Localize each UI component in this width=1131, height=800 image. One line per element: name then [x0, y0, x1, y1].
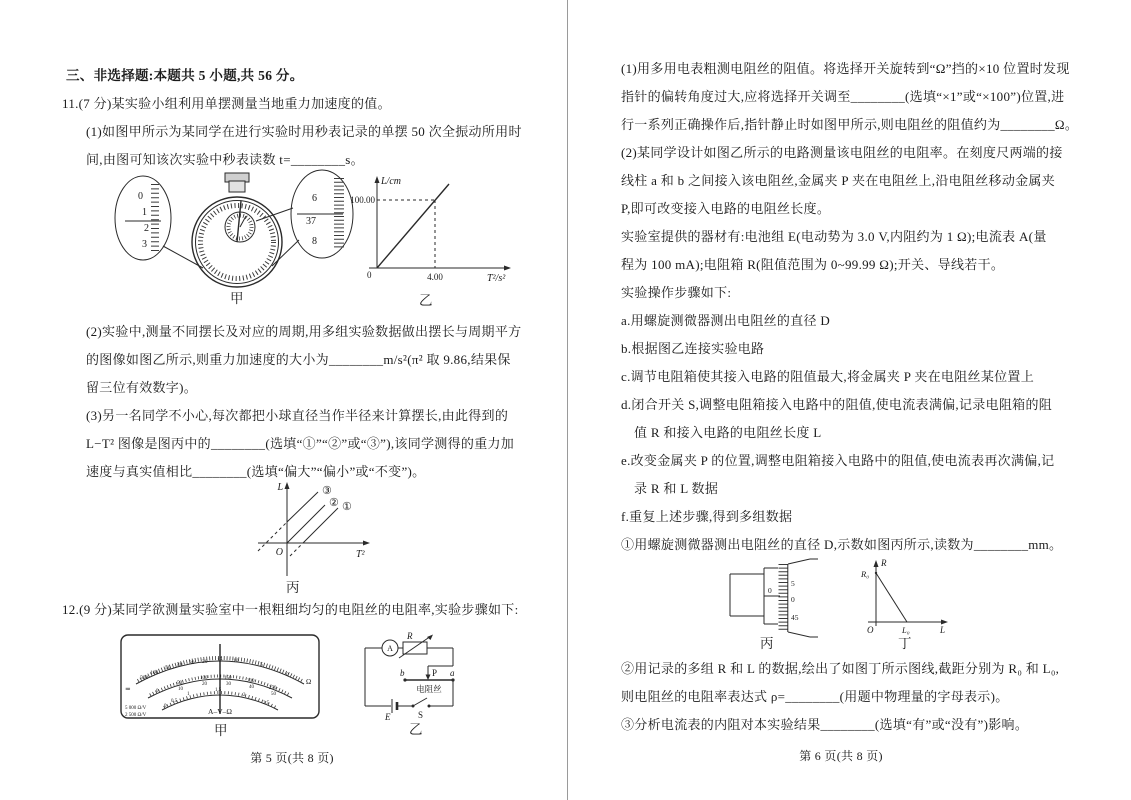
- circuit-figure: [345, 630, 480, 730]
- micrometer-thimble: [783, 559, 818, 637]
- graph-ding: [858, 556, 953, 638]
- terminal-a-label: a: [450, 668, 455, 678]
- circuit-caption: 乙: [409, 722, 423, 737]
- question-2-line1: ②用记录的多组 R 和 L 的数据,绘出了如图丁所示图线,截距分别为 R₀ 和 L₀,: [621, 661, 1060, 676]
- minute-2: 2: [144, 223, 149, 234]
- clip-p-symbol: [426, 675, 431, 681]
- graph-bing-caption: 丙: [286, 580, 300, 595]
- line-2-label: ②: [329, 497, 339, 509]
- minute-3: 3: [142, 239, 147, 250]
- svg-text:100: 100: [150, 670, 159, 676]
- question-2-line2: 则电阻丝的电阻率表达式 ρ=________(用题中物理量的字母表示)。: [621, 689, 1009, 704]
- thimble-45: 45: [791, 613, 799, 622]
- resistance-box-label: R: [407, 631, 413, 641]
- graph-yi-axes: [369, 176, 511, 271]
- page-edge-divider: [567, 0, 568, 800]
- thimble-5: 5: [791, 579, 795, 588]
- step-e-line2: 录 R 和 L 数据: [634, 481, 719, 496]
- minute-0: 0: [138, 191, 143, 202]
- svg-text:150: 150: [224, 676, 232, 681]
- q12-part2-line1: (2)某同学设计如图乙所示的电路测量该电阻丝的电阻率。在刻度尺两端的接: [621, 145, 1063, 160]
- switch-label: S: [418, 710, 424, 720]
- meter-sensitivity-2: 2 500 Ω/V: [125, 713, 147, 718]
- svg-text:30: 30: [189, 660, 195, 666]
- svg-text:250: 250: [269, 686, 277, 691]
- graph-yi-xlabel: T²/s²: [487, 273, 506, 284]
- meter-dc-icon: ≂: [125, 685, 131, 693]
- graph-yi-ytick: 100.00: [350, 195, 375, 205]
- svg-text:50: 50: [165, 665, 171, 671]
- page6-footer: 第 6 页(共 8 页): [799, 749, 883, 763]
- graph-bing-origin: O: [275, 547, 283, 558]
- svg-text:40: 40: [249, 685, 254, 690]
- graph-bing-ylabel: L: [277, 482, 283, 493]
- steps-title: 实验操作步骤如下:: [621, 285, 732, 300]
- terminal-b-label: b: [400, 668, 405, 678]
- graph-yi-origin: 0: [367, 270, 372, 280]
- graph-ding-xintercept: L₀: [902, 625, 910, 635]
- graph-ding-line: [876, 573, 907, 622]
- q12-part1-line3: 行一系列正确操作后,指针静止时如图甲所示,则电阻丝的阻值约为________Ω。: [621, 117, 1079, 132]
- main-scale-0: 0: [768, 586, 772, 595]
- q11-part1-line1: (1)如图甲所示为某同学在进行实验时用秒表记录的单摆 50 次全振动所用时: [86, 124, 522, 139]
- equipment-line2: 程为 100 mA);电阻箱 R(阻值范围为 0~99.99 Ω);开关、导线若干。: [621, 257, 1005, 272]
- graph-ding-xlabel: L: [940, 625, 946, 635]
- graph-ding-caption: 丁: [898, 636, 912, 651]
- q11-part2-line1: (2)实验中,测量不同摆长及对应的周期,用多组实验数据做出摆长与周期平方: [86, 324, 522, 339]
- graph-yi-xtick: 4.00: [427, 272, 443, 282]
- battery-symbol: [392, 699, 397, 713]
- graph-bing-xlabel: T²: [356, 549, 365, 560]
- line-2: [287, 505, 325, 543]
- step-d-line2: 值 R 和接入电路的电阻丝长度 L: [634, 425, 822, 440]
- svg-text:0.5: 0.5: [171, 699, 178, 704]
- stopwatch-figure: [115, 168, 350, 298]
- stopwatch-body: [192, 173, 282, 287]
- svg-text:500: 500: [140, 675, 149, 681]
- multimeter-figure: [120, 634, 320, 719]
- svg-text:15: 15: [217, 657, 223, 663]
- q11-part2-line3: 留三位有效数字)。: [86, 380, 198, 395]
- svg-text:200: 200: [247, 679, 255, 684]
- q11-part3-line1: (3)另一名同学不小心,每次都把小球直径当作半径来计算摆长,由此得到的: [86, 408, 509, 423]
- ammeter-label: A: [387, 644, 393, 653]
- micrometer-figure: [728, 558, 818, 638]
- minute-inset: [115, 176, 203, 268]
- q11-part2-line2: 的图像如图乙所示,则重力加速度的大小为________m/s²(π² 取 9.86,结果保: [86, 352, 511, 367]
- graph-ding-ylabel: R: [881, 558, 887, 568]
- line-1-label: ①: [342, 501, 352, 513]
- svg-text:2.5: 2.5: [263, 701, 270, 706]
- q12-part1-line2: 指针的偏转角度过大,应将选择开关调至________(选填“×1”或“×100”)位置,进: [621, 89, 1065, 104]
- q12-part2-line2: 线柱 a 和 b 之间接入该电阻丝,金属夹 P 夹在电阻丝上,沿电阻丝移动金属夹: [621, 173, 1056, 188]
- step-d-line1: d.闭合开关 S,调整电阻箱接入电路中的阻值,使电流表满偏,记录电阻箱的阻: [621, 397, 1053, 412]
- svg-text:1: 1: [187, 692, 190, 697]
- q12-intro: 12.(9 分)某同学欲测量实验室中一根粗细均匀的电阻丝的电阻率,实验步骤如下:: [62, 602, 519, 617]
- meter-avo-label: A–V–Ω: [208, 707, 232, 716]
- svg-text:0: 0: [156, 689, 159, 694]
- svg-text:1.5: 1.5: [215, 688, 222, 693]
- second-6: 6: [312, 193, 317, 204]
- meter-sensitivity-1: 5 000 Ω/V: [125, 706, 147, 711]
- graph-ding-origin: O: [867, 625, 874, 635]
- line-3: [287, 492, 318, 522]
- graph-yi-caption: 乙: [419, 293, 433, 308]
- line-3-label: ③: [322, 485, 332, 497]
- svg-text:10: 10: [178, 687, 183, 692]
- graph-ding-axes: [868, 560, 948, 626]
- clip-p-label: P: [432, 668, 438, 678]
- resistance-wire-label: 电阻丝: [416, 684, 442, 694]
- svg-text:30: 30: [226, 682, 231, 687]
- q11-part3-line3: 速度与真实值相比________(选填“偏大”“偏小”或“不变”)。: [86, 464, 426, 479]
- svg-text:100: 100: [200, 676, 208, 681]
- q12-part2-line3: P,即可改变接入电路的电阻丝长度。: [621, 201, 831, 216]
- graph-yi: [350, 172, 525, 297]
- thimble-0: 0: [791, 595, 795, 604]
- step-c: c.调节电阻箱使其接入电路的阻值最大,将金属夹 P 夹在电阻丝某位置上: [621, 369, 1035, 384]
- meter-ohm-mark: Ω: [306, 678, 312, 686]
- line-1: [303, 508, 338, 543]
- q12-part1-line1: (1)用多用电表粗测电阻丝的阻值。将选择开关旋转到“Ω”挡的×10 位置时发现: [621, 61, 1070, 76]
- minute-1: 1: [142, 207, 147, 218]
- step-a: a.用螺旋测微器测出电阻丝的直径 D: [621, 313, 831, 328]
- battery-label: E: [385, 712, 391, 722]
- step-e-line1: e.改变金属夹 P 的位置,调整电阻箱接入电路中的阻值,使电流表再次满偏,记: [621, 453, 1055, 468]
- graph-ding-yintercept: R₀: [861, 569, 870, 579]
- svg-text:40: 40: [177, 662, 183, 668]
- svg-text:2: 2: [243, 693, 246, 698]
- circuit-wires: [365, 648, 453, 706]
- micrometer-caption: 丙: [760, 636, 774, 651]
- svg-text:20: 20: [202, 682, 207, 687]
- graph-yi-line: [377, 184, 449, 268]
- svg-text:20: 20: [202, 659, 208, 665]
- step-f: f.重复上述步骤,得到多组数据: [621, 509, 793, 524]
- svg-text:5: 5: [260, 662, 263, 668]
- q11-intro: 11.(7 分)某实验小组利用单摆测量当地重力加速度的值。: [62, 96, 391, 111]
- second-needle: [237, 201, 241, 242]
- question-1: ①用螺旋测微器测出电阻丝的直径 D,示数如图丙所示,读数为________mm。: [621, 537, 1063, 552]
- page5-footer: 第 5 页(共 8 页): [250, 751, 334, 765]
- graph-yi-ylabel: L/cm: [381, 176, 401, 187]
- svg-text:50: 50: [271, 692, 276, 697]
- stopwatch-caption: 甲: [230, 291, 244, 306]
- question-3: ③分析电流表的内阻对本实验结果________(选填“有”或“没有”)影响。: [621, 717, 1029, 732]
- q11-part1-line2: 间,由图可知该次实验中秒表读数 t=________s。: [86, 152, 364, 167]
- equipment-line1: 实验室提供的器材有:电池组 E(电动势为 3.0 V,内阻约为 1 Ω);电流表 A(量: [621, 229, 1047, 244]
- q11-part3-line2: L−T² 图像是图丙中的________(选填“①”“②”或“③”),该同学测得的重力加: [86, 436, 515, 451]
- step-b: b.根据图乙连接实验电路: [621, 341, 765, 356]
- switch-symbol: [412, 698, 431, 708]
- svg-text:0: 0: [164, 704, 167, 709]
- multimeter-caption: 甲: [214, 723, 228, 738]
- second-8: 8: [312, 236, 317, 247]
- second-37: 37: [306, 216, 316, 227]
- section-header: 三、非选择题:本题共 5 小题,共 56 分。: [66, 68, 304, 83]
- svg-text:10: 10: [233, 658, 239, 664]
- svg-text:0: 0: [286, 672, 289, 678]
- graph-bing: [250, 476, 400, 581]
- svg-text:50: 50: [177, 681, 182, 686]
